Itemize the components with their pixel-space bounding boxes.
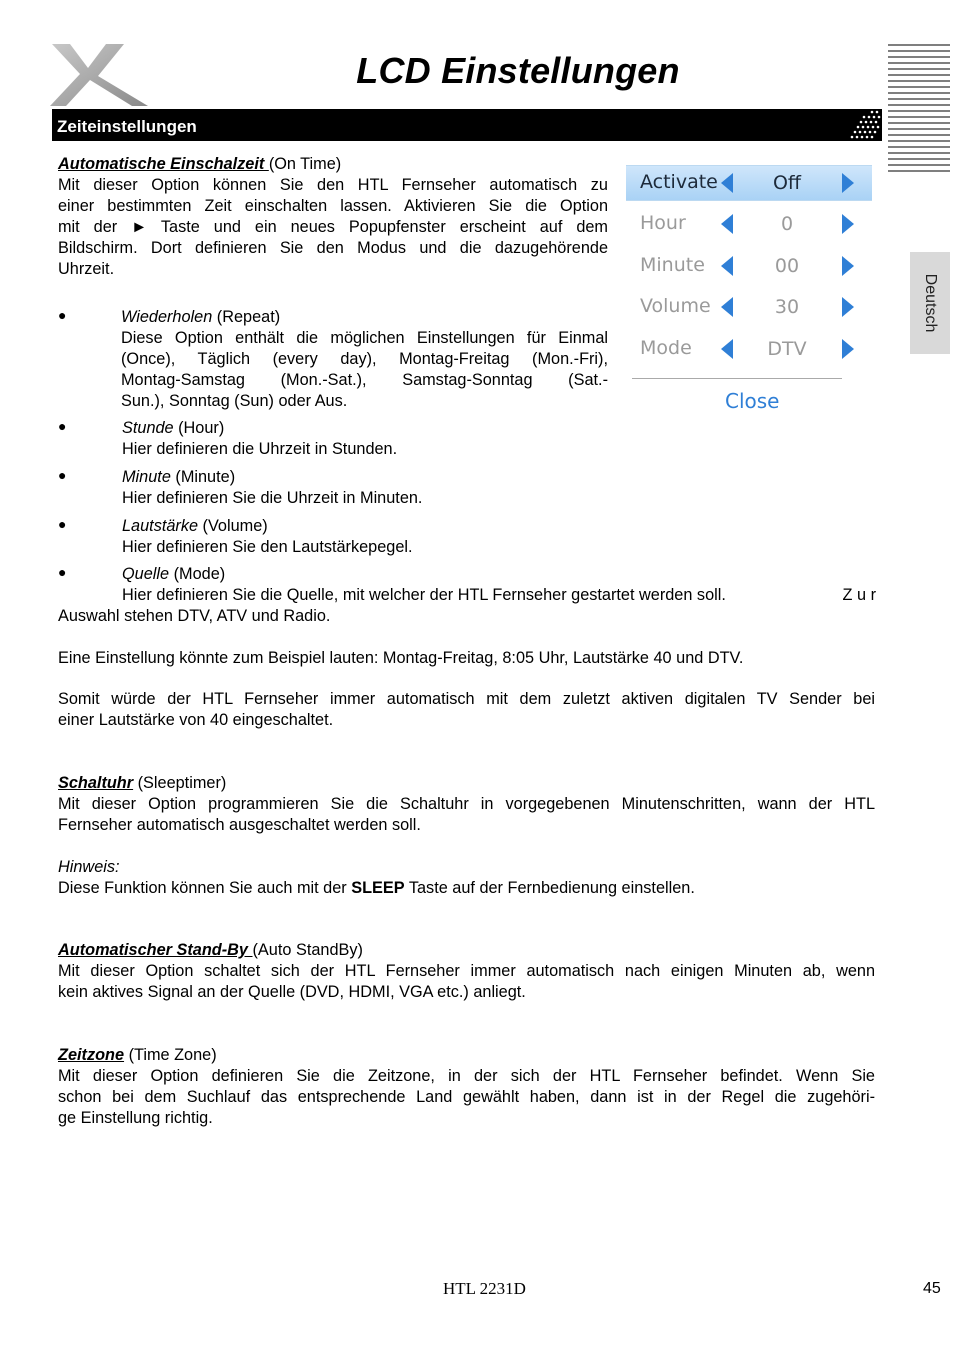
volume-item [122, 516, 722, 558]
repeat-term: Wiederholen (Repeat) [121, 308, 281, 326]
popup-row-mode[interactable] [626, 332, 872, 366]
language-label: Deutsch [922, 273, 939, 333]
footer-model: HTL 2231D [443, 1279, 526, 1298]
popup-divider [632, 378, 842, 379]
standby-section [58, 940, 875, 1003]
arrow-right-icon[interactable] [842, 297, 854, 317]
timezone-heading: Zeitzone (Time Zone) [58, 1046, 217, 1064]
arrow-left-icon[interactable] [721, 339, 733, 359]
arrow-left-icon[interactable] [721, 297, 733, 317]
sleeptimer-line: Mit dieser Option programmieren Sie die Schaltuhr in vorgegebenen Minutenschritten, wann der HTL [58, 795, 875, 813]
mode-text-tail: Z u r [842, 586, 876, 604]
page-title: LCD Einstellungen [356, 50, 680, 91]
page-number: 45 [923, 1280, 941, 1297]
mode-term: Quelle (Mode) [122, 565, 226, 583]
standby-heading: Automatischer Stand-By (Auto StandBy) [58, 941, 363, 959]
bullet-icon: ● [58, 307, 67, 323]
arrow-right-icon[interactable] [842, 339, 854, 359]
popup-row-label: Volume [640, 295, 711, 317]
sleeptimer-line: Fernseher automatisch ausgeschaltet werden soll. [58, 816, 421, 834]
on-time-section [58, 154, 608, 280]
popup-row-activate[interactable] [626, 165, 872, 201]
popup-row-label: Mode [640, 337, 692, 359]
popup-row-value: Off [772, 172, 802, 194]
standby-line: kein aktives Signal an der Quelle (DVD, HDMI, VGA etc.) anliegt. [58, 983, 526, 1001]
section-title: Zeiteinstellungen [57, 117, 197, 136]
repeat-line: Montag-Samstag (Mon.-Sat.), Samstag-Sonntag (Sat.- [121, 371, 608, 389]
bullet-icon: ● [58, 516, 67, 532]
mode-item [122, 564, 822, 606]
minute-term: Minute (Minute) [122, 468, 236, 486]
minute-item [122, 467, 722, 509]
consequence-line: einer Lautstärke von 40 eingeschaltet. [58, 711, 334, 729]
bullet-icon: ● [58, 418, 67, 434]
hour-term: Stunde (Hour) [122, 419, 225, 437]
on-time-line: einer bestimmten Zeit einschalten lassen. Aktivieren Sie die Option [58, 197, 608, 215]
timezone-line: ge Einstellung richtig. [58, 1109, 213, 1127]
popup-row-minute[interactable] [626, 249, 872, 283]
popup-close-button[interactable]: Close [725, 389, 780, 413]
note-label: Hinweis: [58, 858, 120, 876]
sleeptimer-heading: Schaltuhr (Sleeptimer) [58, 774, 227, 792]
language-tab [910, 252, 950, 354]
on-time-line: Mit dieser Option können Sie den HTL Fernseher automatisch zu [58, 176, 608, 194]
hour-text: Hier definieren die Uhrzeit in Stunden. [122, 440, 398, 458]
popup-row-label: Minute [640, 254, 705, 276]
consequence-line: Somit würde der HTL Fernseher immer automatisch mit dem zuletzt aktiven digitalen TV Sender bei [58, 690, 875, 708]
timezone-line: Mit dieser Option definieren Sie die Zeitzone, in der sich der HTL Fernseher befindet. Wenn Sie [58, 1067, 875, 1085]
on-time-popup [626, 165, 874, 420]
timezone-section [58, 1045, 875, 1129]
on-time-line: Bildschirm. Dort definieren Sie den Modus und die dazugehörende [58, 239, 608, 257]
arrow-left-icon[interactable] [721, 256, 733, 276]
arrow-right-icon[interactable] [842, 173, 854, 193]
mode-text: Hier definieren Sie die Quelle, mit welcher der HTL Fernseher gestartet werden soll. [122, 586, 726, 604]
popup-row-value: 00 [774, 255, 800, 277]
timezone-line: schon bei dem Suchlauf das entsprechende Land gewählt haben, dann ist in der Regel die zugehöri- [58, 1088, 875, 1106]
popup-row-volume[interactable] [626, 290, 872, 324]
repeat-line: Diese Option enthält die möglichen Einstellungen für Einmal [121, 329, 608, 347]
popup-row-label: Hour [640, 212, 686, 234]
on-time-line: Uhrzeit. [58, 260, 115, 278]
on-time-line: mit der ► Taste und ein neues Popupfenster erscheint auf dem [58, 218, 608, 236]
decorative-stripes [888, 43, 950, 173]
on-time-heading: Automatische Einschalzeit (On Time) [58, 155, 342, 173]
consequence-block [58, 689, 875, 731]
dot-pattern-icon [842, 109, 882, 141]
arrow-left-icon[interactable] [721, 214, 733, 234]
popup-row-hour[interactable] [626, 207, 872, 241]
hour-item [122, 418, 722, 460]
sleeptimer-section [58, 773, 875, 899]
arrow-left-icon[interactable] [721, 173, 733, 193]
volume-term: Lautstärke (Volume) [122, 517, 268, 535]
repeat-line: (Once), Täglich (every day), Montag-Freitag (Mon.-Fri), [121, 350, 608, 368]
section-header-bar [52, 109, 882, 141]
volume-text: Hier definieren Sie den Lautstärkepegel. [122, 538, 413, 556]
repeat-line: Sun.), Sonntag (Sun) oder Aus. [121, 392, 348, 410]
popup-row-label: Activate [640, 171, 718, 193]
bullet-icon: ● [58, 564, 67, 580]
note-text: Diese Funktion können Sie auch mit der SLEEP Taste auf der Fernbedienung einstellen. [58, 879, 695, 897]
popup-row-value: 0 [780, 213, 794, 235]
arrow-right-icon[interactable] [842, 256, 854, 276]
mode-text-cont: Auswahl stehen DTV, ATV und Radio. [58, 607, 331, 625]
bullet-icon: ● [58, 467, 67, 483]
arrow-right-icon[interactable] [842, 214, 854, 234]
repeat-item [121, 307, 608, 412]
example-text: Eine Einstellung könnte zum Beispiel lauten: Montag-Freitag, 8:05 Uhr, Lautstärke 40 und DTV. [58, 649, 744, 667]
standby-line: Mit dieser Option schaltet sich der HTL Fernseher immer automatisch nach einigen Minuten ab, wenn [58, 962, 875, 980]
minute-text: Hier definieren Sie die Uhrzeit in Minuten. [122, 489, 423, 507]
popup-row-value: DTV [767, 338, 807, 360]
popup-row-value: 30 [774, 296, 800, 318]
